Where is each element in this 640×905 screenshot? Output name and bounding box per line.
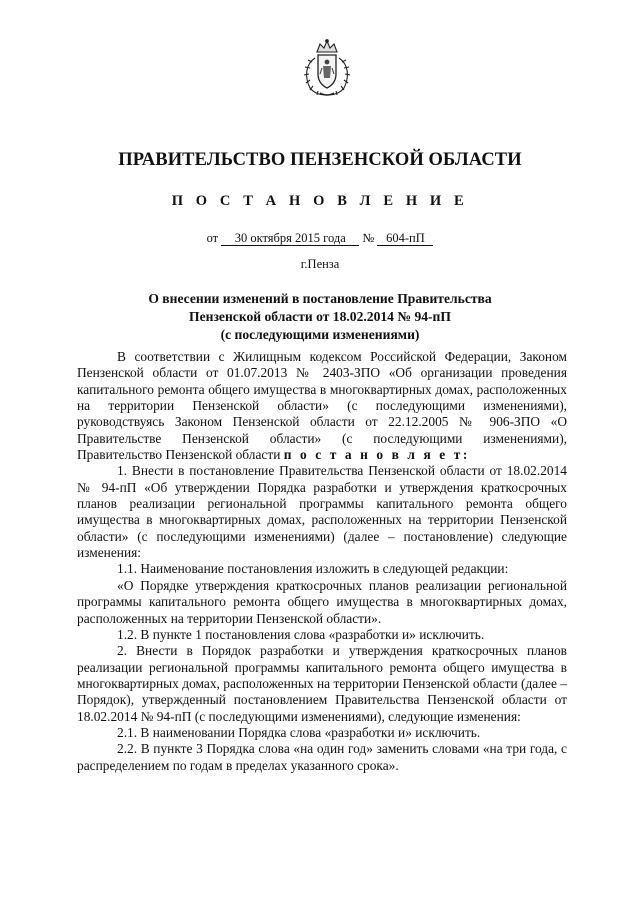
number-prefix: № — [362, 231, 375, 245]
paragraph-1-1: 1.1. Наименование постановления изложить в следующей редакции: — [117, 561, 509, 577]
document-number: 604-пП — [377, 231, 433, 246]
paragraph-2: 2. Внести в Порядок разработки и утверждения краткосрочных планов реализации региональной программы капитального ремонта общего имущества в многоквартирных домах, расположенных на территории Пензенской области (далее – Порядок), утвержденный постановлением Правительства Пензенской области от 18.02.2014 № 94-пП (с последующими изменениями), следующие изменения: — [77, 643, 567, 724]
subject-line-1: О внесении изменений в постановление Правительства — [148, 291, 492, 306]
resolves-colon: : — [462, 447, 468, 463]
paragraph-1-2: 1.2. В пункте 1 постановления слова «разработки и» исключить. — [117, 626, 485, 642]
paragraph-1: 1. Внести в постановление Правительства Пензенской области от 18.02.2014 № 94-пП «Об утверждении Порядка разработки и утверждения краткосрочных планов реализации региональной программы капитального ремонта общего имущества в многоквартирных домах, расположенных на территории Пензенской области» (с последующими изменениями) (далее – постановление) следующие изменения: — [77, 463, 567, 561]
paragraph-1-1-quote: «О Порядке утверждения краткосрочных планов реализации региональной программы капитального ремонта общего имущества в многоквартирных домах, расположенных на территории Пензенской области». — [77, 577, 567, 626]
resolves-word: п о с т а н о в л я е т — [283, 447, 463, 463]
preamble-paragraph — [77, 349, 567, 463]
date-number-line — [0, 231, 640, 246]
document-date: 30 октября 2015 года — [221, 231, 359, 246]
subject-line-2: Пензенской области от 18.02.2014 № 94-пП — [189, 309, 451, 324]
city-name: г.Пенза — [300, 257, 340, 271]
document-type-title: П О С Т А Н О В Л Е Н И Е — [171, 193, 469, 209]
document-subject — [0, 290, 640, 344]
preamble-text: В соответствии с Жилищным кодексом Российской Федерации, Законом Пензенской области от 01.07.2013 № 2403-ЗПО «Об организации проведения капитального ремонта общего имущества в многоквартирных домах, расположенных на территории Пензенской области» (с последующими изменениями), руководствуясь Законом Пензенской области от 22.12.2005 № 906-ЗПО «О Правительстве Пензенской области» (с последующими изменениями), Правительство Пензенской области — [77, 349, 567, 463]
paragraph-2-2: 2.2. В пункте 3 Порядка слова «на один год» заменить словами «на три года, с распределением по годам в пределах указанного срока». — [77, 741, 567, 773]
document-body — [77, 349, 567, 774]
coat-of-arms-emblem — [298, 38, 356, 98]
date-prefix: от — [206, 231, 219, 245]
paragraph-2-1: 2.1. В наименовании Порядка слова «разработки и» исключить. — [117, 724, 481, 740]
subject-line-3: (с последующими изменениями) — [220, 327, 420, 342]
government-title: ПРАВИТЕЛЬСТВО ПЕНЗЕНСКОЙ ОБЛАСТИ — [118, 150, 522, 170]
